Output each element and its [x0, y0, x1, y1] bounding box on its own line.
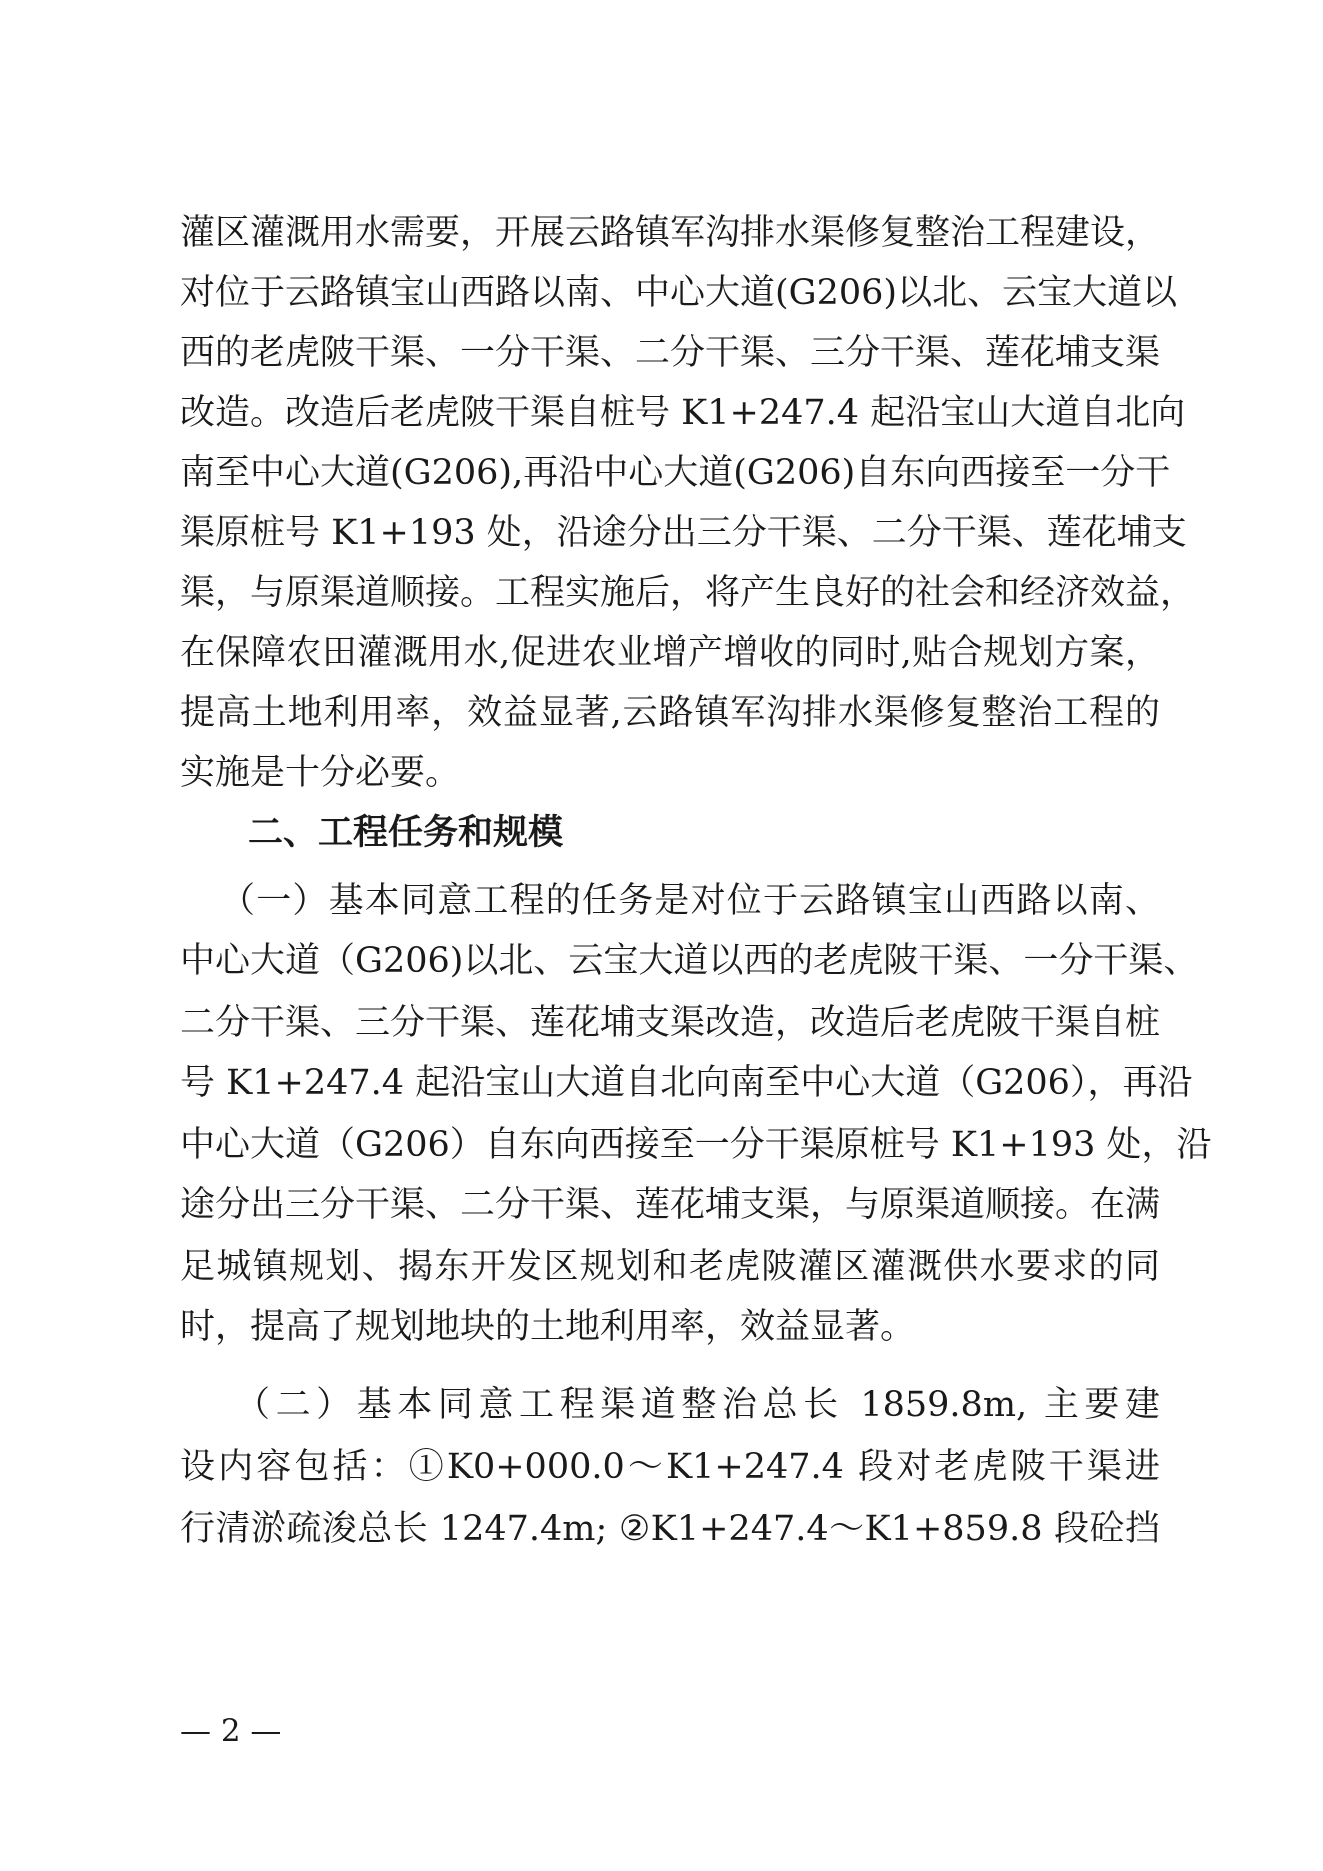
text-line: 设内容包括：①K0+000.0～K1+247.4 段对老虎陂干渠进: [180, 1447, 1160, 1487]
text-line: （二）基本同意工程渠道整治总长 1859.8m, 主要建: [235, 1385, 1160, 1425]
text-line: 足城镇规划、揭东开发区规划和老虎陂灌区灌溉供水要求的同: [180, 1247, 1160, 1287]
text-line: 渠原桩号 K1+193 处，沿途分出三分干渠、二分干渠、莲花埔支: [180, 513, 1187, 553]
text-line: 渠，与原渠道顺接。工程实施后，将产生良好的社会和经济效益，: [180, 573, 1196, 613]
text-line: 提高土地利用率，效益显著,云路镇军沟排水渠修复整治工程的: [180, 693, 1160, 733]
text-line: 西的老虎陂干渠、一分干渠、二分干渠、三分干渠、莲花埔支渠: [180, 333, 1161, 373]
text-line: 时，提高了规划地块的土地利用率，效益显著。: [180, 1307, 916, 1347]
text-line: 行清淤疏浚总长 1247.4m; ②K1+247.4～K1+859.8 段砼挡: [180, 1509, 1160, 1549]
text-line: 途分出三分干渠、二分干渠、莲花埔支渠，与原渠道顺接。在满: [180, 1185, 1161, 1225]
page-number: — 2 —: [180, 1713, 282, 1749]
text-line: 中心大道（G206）自东向西接至一分干渠原桩号 K1+193 处，沿: [180, 1125, 1212, 1165]
section-heading: 二、工程任务和规模: [248, 813, 564, 853]
text-line: 对位于云路镇宝山西路以南、中心大道(G206)以北、云宝大道以: [180, 273, 1178, 313]
text-line: 号 K1+247.4 起沿宝山大道自北向南至中心大道（G206），再沿: [180, 1063, 1193, 1103]
text-line: 实施是十分必要。: [180, 753, 461, 793]
text-line: 灌区灌溉用水需要，开展云路镇军沟排水渠修复整治工程建设，: [180, 213, 1161, 253]
text-line: 在保障农田灌溉用水,促进农业增产增收的同时,贴合规划方案，: [180, 633, 1160, 673]
text-line: 南至中心大道(G206),再沿中心大道(G206)自东向西接至一分干: [180, 453, 1171, 493]
text-line: 中心大道（G206)以北、云宝大道以西的老虎陂干渠、一分干渠、: [180, 941, 1199, 981]
text-line: 二分干渠、三分干渠、莲花埔支渠改造，改造后老虎陂干渠自桩: [180, 1003, 1161, 1043]
text-line: （一）基本同意工程的任务是对位于云路镇宝山西路以南、: [220, 881, 1160, 921]
text-line: 改造。改造后老虎陂干渠自桩号 K1+247.4 起沿宝山大道自北向: [180, 393, 1186, 433]
